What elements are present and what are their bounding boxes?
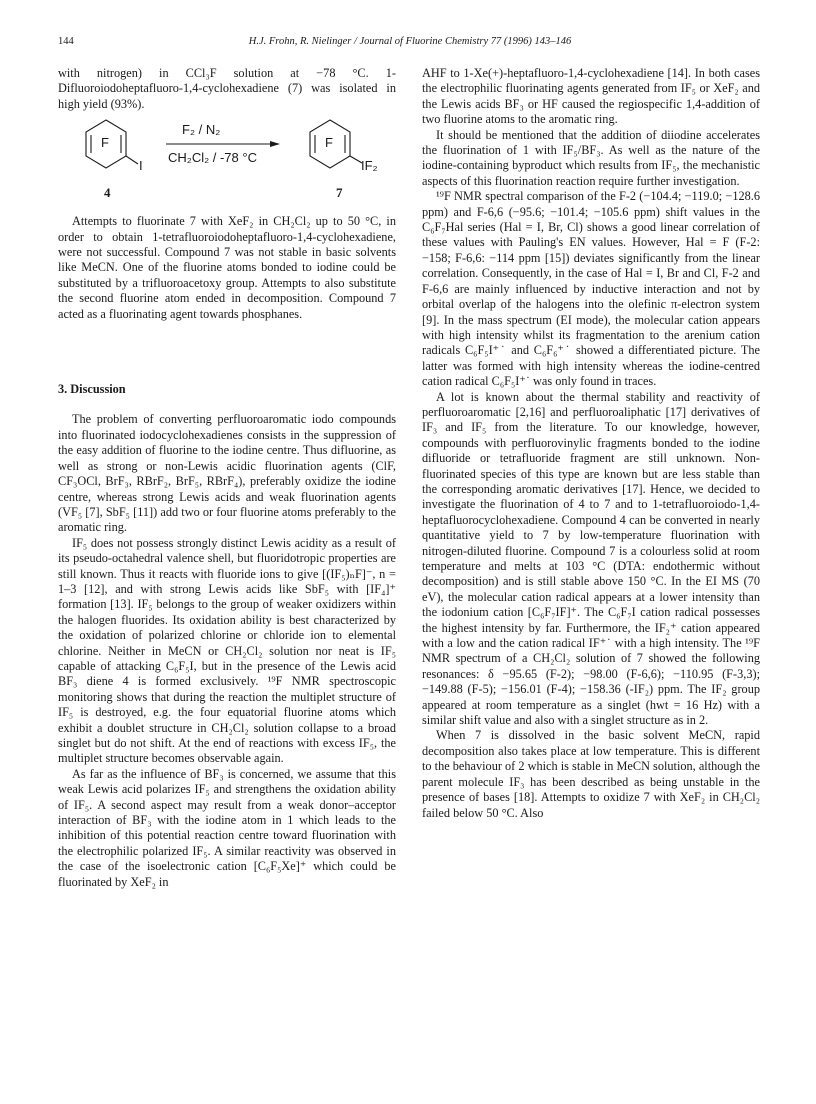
paragraph: The problem of converting perfluoroaromatic iodo compounds into fluorinated iodocyclohexadienes consists in the suppression of the easy addition of fluorine to the iodine centre. Thus difluorine, as well as strong or non-Lewis acidic fluorination agents (ClF, CF₃OCl, BrF₃, RBrF₂, BrF₅, RBrF₄), preferably oxidize the iodine centre, whereas strong Lewis acids and weak fluorination agents (VF₅ [7], SbF₅ [11]) add two or four fluorine atoms preferably to the aromatic ring. <box>58 412 396 535</box>
paragraph: ¹⁹F NMR spectral comparison of the F-2 (−104.4; −119.0; −128.6 ppm) and F-6,6 (−95.6; −101.4; −105.6 ppm) shift values in the C₆F₇Hal series (Hal = I, Br, Cl) shows a good linear correlation of these values with Pauling's EN values. However, Hal = F (F-2: −158; F-6,6: −114 ppm [15]) deviates significantly from the linear correlation. Consequently, in the case of Hal = I, Br and Cl, F-2 and F-6,6 are mainly influenced by inductive interaction and not by orbital overlap of the halogens into the olefinic π-electron system [9]. In the mass spectrum (EI mode), the molecular cation appears with high intensity whilst its fragmentation to the arenium cation radicals C₆F₅I⁺˙ and C₆F₆⁺˙ showed a differentiated picture. The latter was formed with high intensity whereas the iodine-centred cation radical C₆F₅I⁺˙ was only found in traces. <box>422 189 760 389</box>
paragraph: It should be mentioned that the addition of diiodine accelerates the fluorination of 1 with IF₅/BF₃. As well as the nature of the iodine-containing byproduct which results from IF₅, the mechanistic aspects of this fluorination reaction require further investigation. <box>422 127 760 188</box>
paragraph: AHF to 1-Xe(+)-heptafluoro-1,4-cyclohexadiene [14]. In both cases the electrophilic fluorinating agents generated from IF₅ or XeF₂ and the Lewis acids BF₃ or HF caused the regiospecific 1,4-addition of two fluorine atoms to the aromatic ring. <box>422 66 760 127</box>
compound-number-right: 7 <box>336 185 343 201</box>
reaction-scheme <box>58 112 396 208</box>
ring-fluorine-label-right: F <box>325 135 333 151</box>
paragraph: When 7 is dissolved in the basic solvent MeCN, rapid decomposition also takes place at low temperature. This is different to the behaviour of 2 which is stable in MeCN solution, although the parent molecule IF₃ has been described as being unstable in the presence of bases [18]. Attempts to oxidize 7 with XeF₂ in CH₂Cl₂ failed below 50 °C. Also <box>422 728 760 820</box>
paragraph: As far as the influence of BF₃ is concerned, we assume that this weak Lewis acid polarizes IF₅ and strengthens the oxidation ability of IF₅. A second aspect may result from a weak donor–acceptor interaction of BF₃ with the iodine atom in 1 which leads to the inhibition of this potential reaction centre toward fluorination with the electrophilic polarized IF₅. A similar reactivity was observed in the case of the isoelectronic cation [C₆F₅Xe]⁺ which could be fluorinated by XeF₂ in <box>58 766 396 889</box>
reagent-top-label: F₂ / N₂ <box>182 122 221 138</box>
page-header <box>58 36 762 52</box>
substituent-label-left: I <box>139 158 143 174</box>
right-column <box>422 66 760 821</box>
ring-fluorine-label-left: F <box>101 135 109 151</box>
substituent-label-right: IF₂ <box>361 158 378 174</box>
left-column <box>58 66 396 890</box>
section-heading: 3. Discussion <box>58 382 126 397</box>
paragraph: Attempts to fluorinate 7 with XeF₂ in CH₂Cl₂ up to 50 °C, in order to obtain 1-tetrafluoroiodoheptafluoro-1,4-cyclohexadiene, were not successful. Compound 7 was not stable in basic solvents like MeCN. One of the fluorine atoms bonded to iodine could be substituted by a trifluoroacetoxy group. Attempts to also substitute the second fluorine atom ended in decomposition. Compound 7 acted as a fluorinating agent towards phosphanes. <box>58 214 396 321</box>
running-head: H.J. Frohn, R. Nielinger / Journal of Fluorine Chemistry 77 (1996) 143–146 <box>248 36 572 47</box>
page-number: 144 <box>58 36 74 47</box>
paragraph: with nitrogen) in CCl₃F solution at −78 °C. 1-Difluoroiodoheptafluoro-1,4-cyclohexadiene (7) was isolated in high yield (93%). <box>58 66 396 111</box>
compound-number-left: 4 <box>104 185 111 201</box>
reagent-bottom-label: CH₂Cl₂ / -78 °C <box>168 150 257 166</box>
paragraph: A lot is known about the thermal stability and reactivity of perfluoroaromatic [2,16] and perfluoroaliphatic [17] derivatives of IF₃ and IF₅ from the literature. To our knowledge, however, compounds with perfluorovinylic fragments bonded to the iodine difluoride or tetrafluoride fragment are still unknown. Non-fluorinated species of this type are known but are less stable than the corresponding aromatic derivatives [17]. Hence, we decided to investigate the fluorination of 4 to 7 and to 1-tetrafluoroiodo-1,4-heptafluorocyclohexadiene. Compound 4 can be converted in nearly quantitative yield to 7 by low-temperature fluorination with nitrogen-diluted fluorine. Compound 7 is a colourless solid at room temperature and melts at 103 °C (DTA: endothermic without decomposition) and is still stable above 150 °C. In the EI MS (70 eV), the molecular cation radical appears at a lower intensity than the iodonium cation [C₆F₇IF]⁺. The C₆F₇I cation radical possesses the highest intensity by far. Furthermore, the IF₂⁺ cation appeared with a low and the cation radical IF⁺˙ with a high intensity. The ¹⁹F NMR spectrum of a CH₂Cl₂ solution of 7 showed the following resonances: δ −95.65 (F-2); −98.00 (F-6,6); −110.95 (F-3,3); −149.88 (F-5); −156.01 (F-4); −158.36 (-IF₂) ppm. The IF₂ group appeared at room temperature as a singlet (hwt = 16 Hz) with a similar shift value and also with a singlet structure as in 2. <box>422 389 760 728</box>
paragraph: IF₅ does not possess strongly distinct Lewis acidity as a result of its pseudo-octahedral valence shell, but fluoridotropic properties are still known. Thus it reacts with fluoride ions to give [(IF₅)ₙF]⁻, n = 1–3 [12], and with strong Lewis acids like SbF₅ with [IF₄]⁺ formation [13]. IF₅ belongs to the group of weaker oxidizers within the halogen fluorides. Its oxidation ability is best characterized by the oxidation of polarized chlorine or chloride ion to elemental chlorine. Neither in MeCN or CH₂Cl₂ solution nor neat is IF₅ capable of attacking C₆F₅I, but in the presence of the Lewis acid BF₃ diene 4 is formed exclusively. ¹⁹F NMR spectroscopic monitoring shows that during the reaction the multiplet structure of IF₅ is destroyed, e.g. the four equatorial fluorine atoms which exhibit a doublet structure in CH₂Cl₂ solution collapse to a broad singlet but do not shift. At the end of reactions with excess IF₅, the multiplet structure becomes observable again. <box>58 535 396 766</box>
